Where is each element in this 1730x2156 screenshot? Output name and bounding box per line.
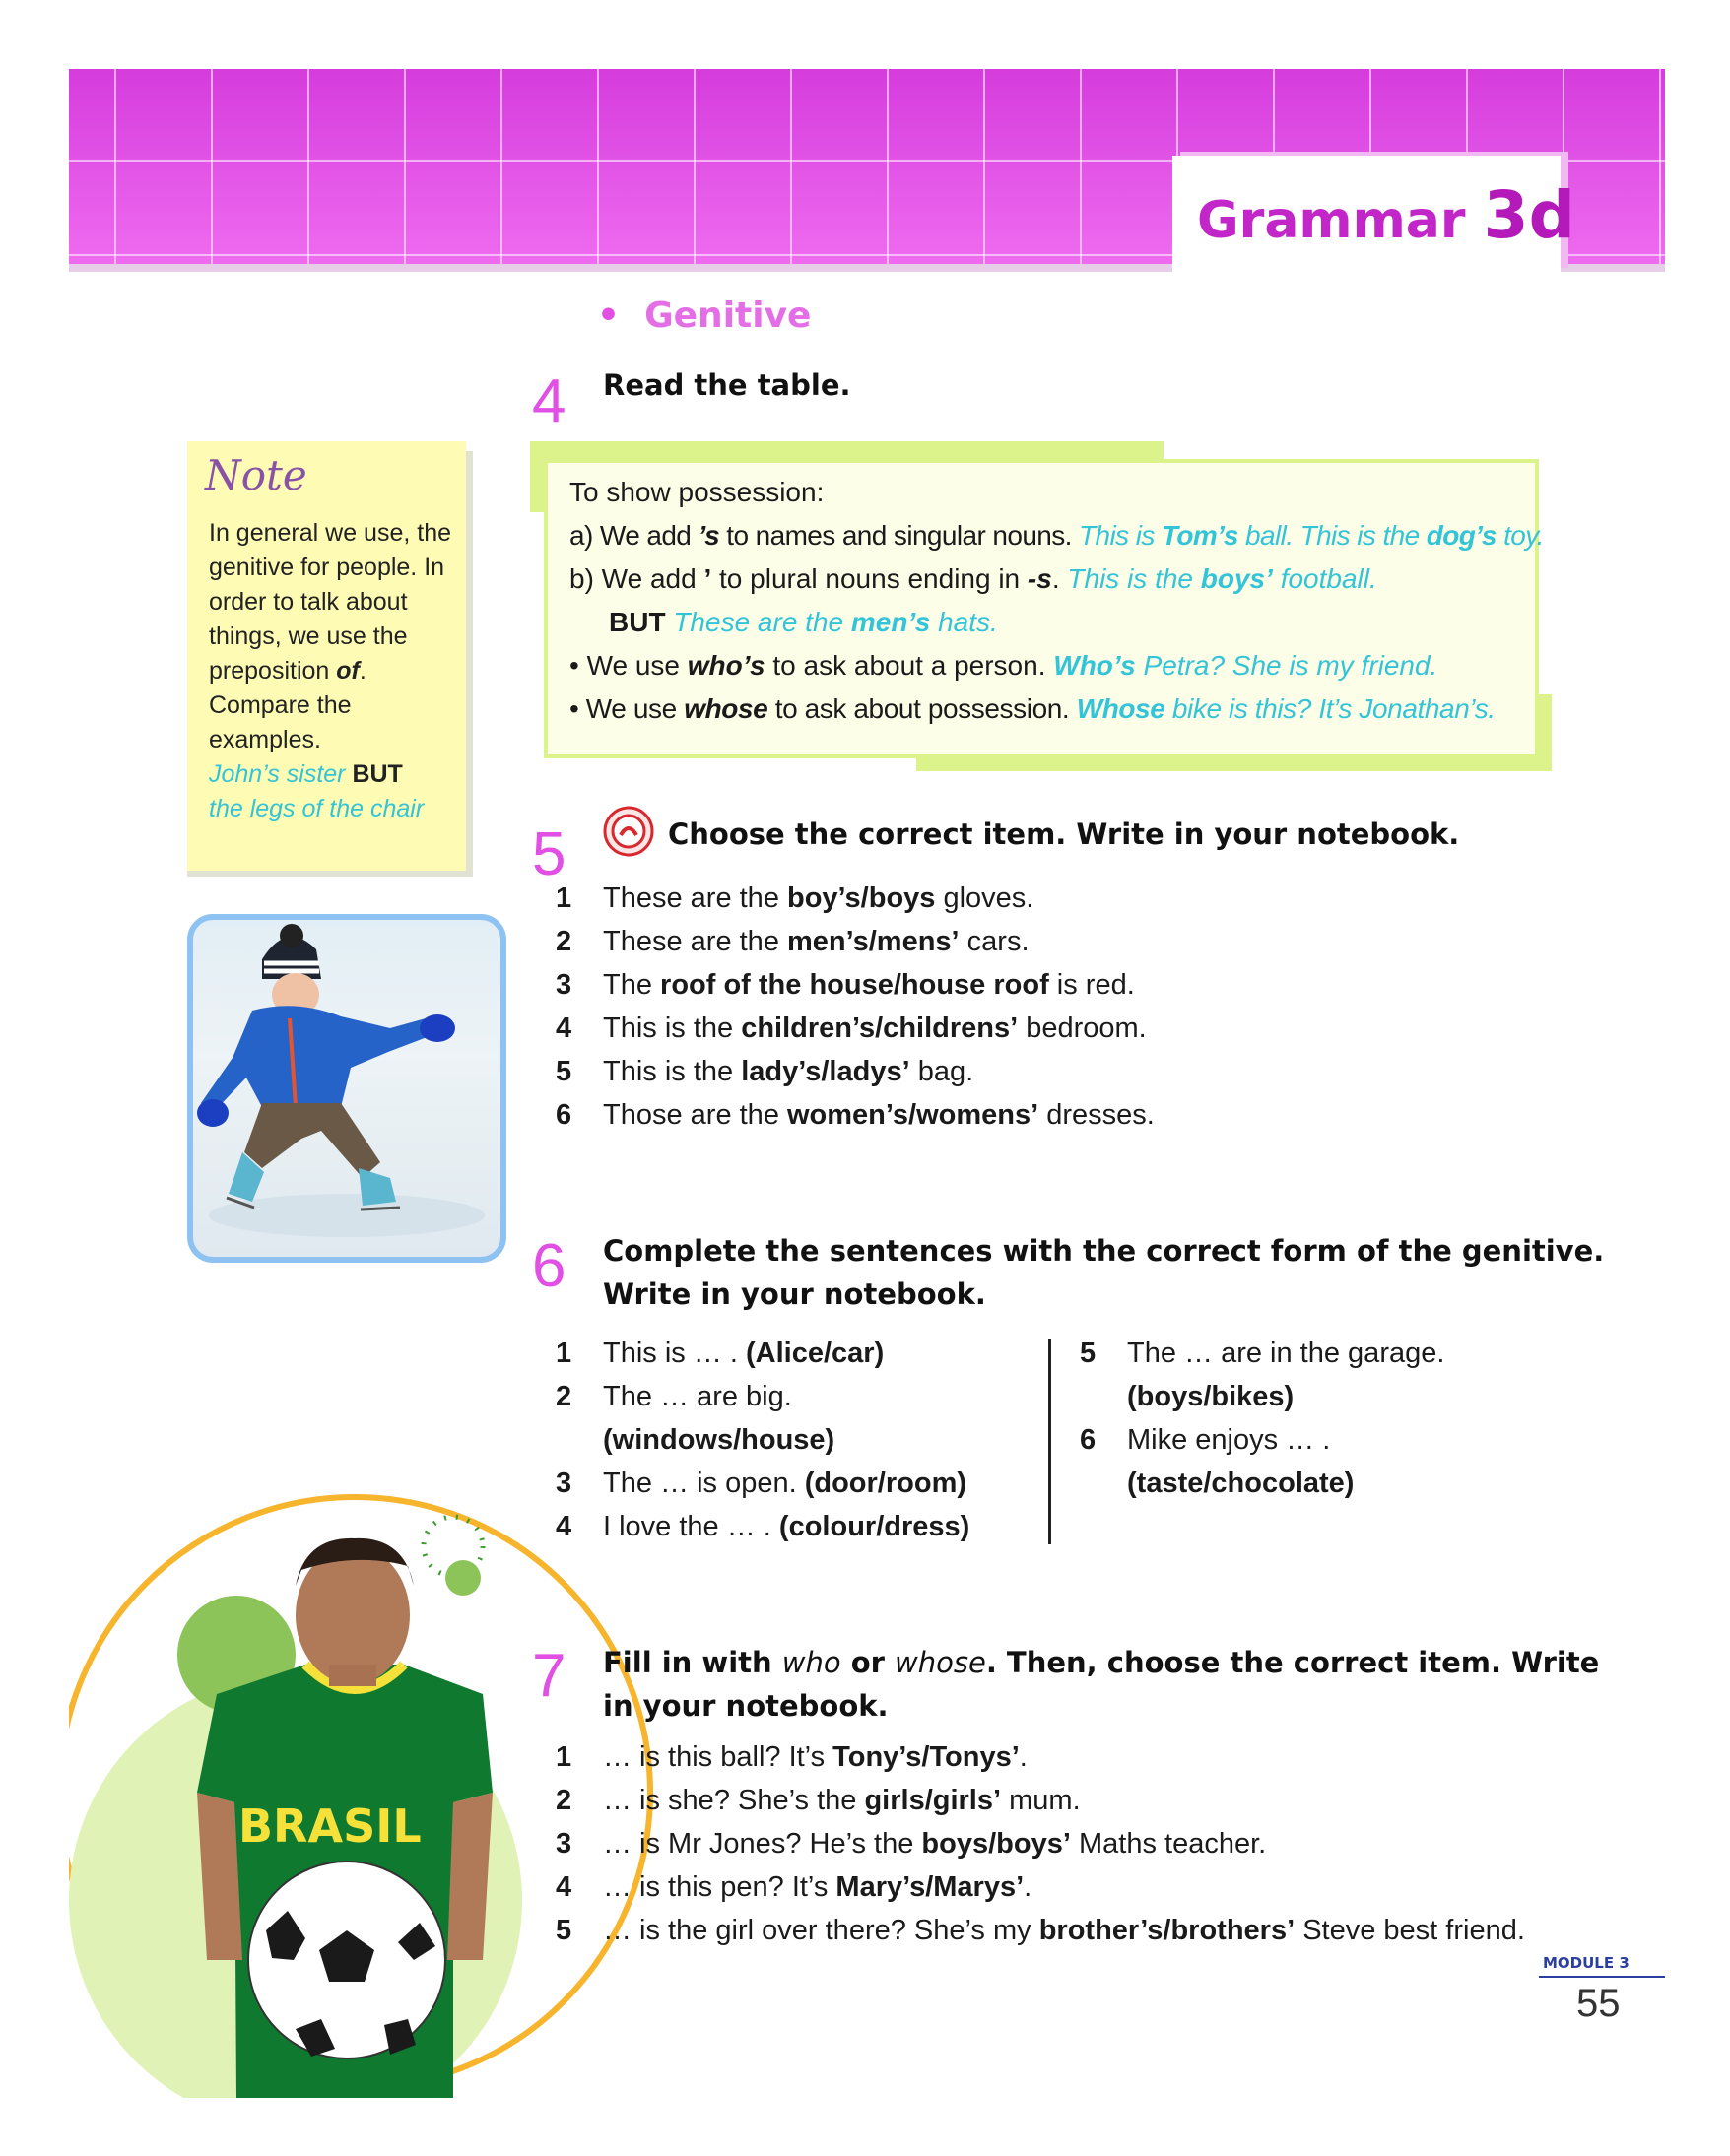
item-number: 5	[556, 1915, 572, 1946]
item-text: … is Mr Jones? He’s the boys/boys’ Maths teacher.	[603, 1828, 1267, 1860]
item-text: … is she? She’s the girls/girls’ mum.	[603, 1785, 1081, 1816]
note-bold-of: of	[336, 657, 360, 685]
note-text-1: In general we use, the genitive for people. In order to talk about things, we use the preposition	[209, 519, 451, 685]
item-number: 5	[556, 1056, 572, 1087]
item-text: The … are in the garage.	[1127, 1338, 1445, 1369]
item-number: 3	[556, 1828, 572, 1860]
item-number: 1	[556, 1741, 572, 1773]
module-underline	[1539, 1976, 1665, 1978]
page-title	[1197, 177, 1575, 253]
exercise-7-instruction: Fill in with who or whose. Then, choose the correct item. Write in your notebook.	[603, 1646, 1600, 1723]
exercise-6-instruction: Complete the sentences with the correct form of the genitive. Write in your notebook.	[603, 1234, 1605, 1311]
item-number: 2	[556, 1785, 572, 1816]
item-text: The … are big.	[603, 1381, 792, 1412]
item-number: 4	[556, 1013, 572, 1044]
note-but: BUT	[352, 760, 403, 788]
title-word: Grammar	[1197, 191, 1466, 250]
item-number: 6	[556, 1099, 572, 1131]
item-text: The roof of the house/house roof is red.	[603, 969, 1135, 1001]
note-example-2: the legs of the chair	[209, 795, 425, 822]
item-number: 4	[556, 1871, 572, 1903]
item-text: … is this pen? It’s Mary’s/Marys’.	[603, 1871, 1032, 1903]
topic-heading	[597, 295, 811, 336]
item-text: … is the girl over there? She’s my brother’s/brothers’ Steve best friend.	[603, 1915, 1525, 1946]
item-number: 2	[556, 926, 572, 957]
item-number: 1	[556, 1338, 572, 1369]
module-label: MODULE 3	[1543, 1954, 1630, 1972]
skater-illustration	[193, 920, 500, 1257]
item-text: (taste/chocolate)	[1127, 1468, 1355, 1499]
item-text: This is the children’s/childrens’ bedroom.	[603, 1013, 1147, 1044]
exercise-6-number: 6	[532, 1232, 566, 1300]
table-rule-b: b) We add ’ to plural nouns ending in -s. This is the boys’ football.	[569, 563, 1377, 594]
table-intro: To show possession:	[569, 477, 825, 507]
note-example-1: John’s sister	[209, 760, 346, 788]
item-text: These are the men’s/mens’ cars.	[603, 926, 1030, 957]
exercise-4-number: 4	[532, 367, 566, 435]
topic-label: Genitive	[644, 295, 812, 336]
item-text: (boys/bikes)	[1127, 1381, 1295, 1412]
page-number: 55	[1576, 1982, 1621, 2025]
item-text: These are the boy’s/boys gloves.	[603, 882, 1034, 914]
column-divider	[1048, 1339, 1051, 1544]
item-text: This is … . (Alice/car)	[603, 1338, 885, 1369]
game-icon	[603, 806, 654, 857]
topic-bullet: •	[597, 295, 621, 336]
exercise-7-list	[556, 1735, 1639, 1962]
item-text: The … is open. (door/room)	[603, 1468, 967, 1499]
skater-photo	[187, 914, 506, 1263]
table-rule-whos: • We use who’s to ask about a person. Who’s Petra? She is my friend.	[569, 650, 1438, 681]
exercise-5-list	[556, 877, 1442, 1162]
item-number: 3	[556, 1468, 572, 1499]
shirt-text: BRASIL	[238, 1799, 422, 1853]
item-number: 1	[556, 882, 572, 914]
title-number: 3d	[1483, 177, 1575, 253]
exercise-7-number: 7	[532, 1642, 566, 1710]
item-number: 5	[1080, 1338, 1097, 1369]
item-number: 6	[1080, 1424, 1097, 1456]
table-rule-whose: • We use whose to ask about possession. Whose bike is this? It’s Jonathan’s.	[569, 693, 1496, 724]
item-number: 2	[556, 1381, 572, 1412]
item-text: (windows/house)	[603, 1424, 835, 1456]
item-text: I love the … . (colour/dress)	[603, 1511, 970, 1542]
table-rule-a: a) We add ’s to names and singular nouns. This is Tom’s ball. This is the dog’s toy.	[569, 520, 1544, 551]
exercise-6-right-list	[1080, 1332, 1592, 1519]
exercise-5-number: 5	[532, 820, 566, 888]
item-number: 3	[556, 969, 572, 1001]
note-text	[209, 516, 467, 826]
note-text-2: . Compare the examples.	[209, 657, 366, 753]
item-number: 4	[556, 1511, 572, 1542]
grammar-table	[544, 459, 1544, 758]
item-text: Mike enjoys … .	[1127, 1424, 1331, 1456]
table-rule-but: BUT These are the men’s hats.	[609, 607, 998, 637]
item-text: … is this ball? It’s Tony’s/Tonys’.	[603, 1741, 1028, 1773]
exercise-5-instruction: Choose the correct item. Write in your notebook.	[668, 817, 1460, 851]
note-heading: Note	[205, 451, 307, 499]
item-text: Those are the women’s/womens’ dresses.	[603, 1099, 1155, 1131]
exercise-4-instruction: Read the table.	[603, 368, 851, 402]
item-text: This is the lady’s/ladys’ bag.	[603, 1056, 974, 1087]
